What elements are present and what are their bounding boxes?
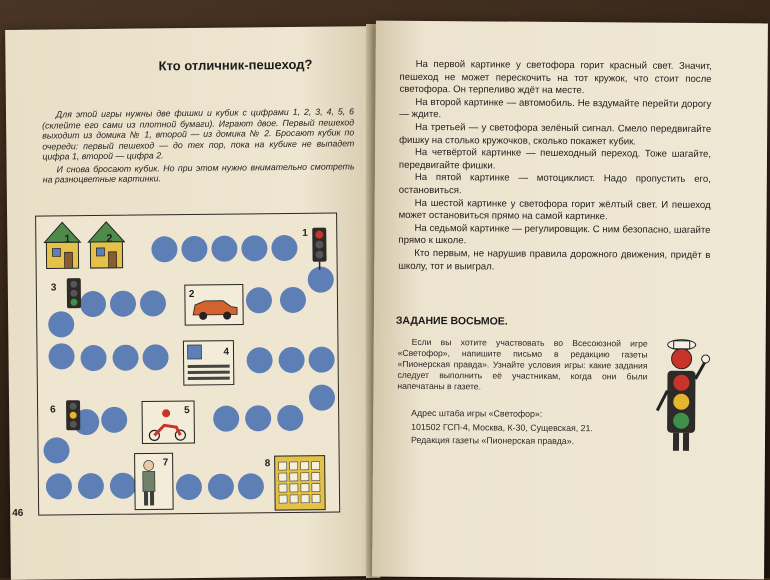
school-window: [301, 462, 309, 470]
page-number: 46: [12, 508, 23, 519]
intro-paragraph: Для этой игры нужны две фишки и кубик с цифрами 1, 2, 3, 4, 5, 6 (склейте его сами из плотной бумаги). Играют двое. Первый пешеход выходит из домика № 1, второй — из домика № 2. Бросают кубик по очереди: первый пешеход — до тех пор, пока на кубике не выпадет цифра 1, второй — цифра 2.: [42, 106, 355, 162]
board-number-8: 8: [265, 458, 271, 469]
board-number-4: 4: [223, 347, 229, 358]
school-window: [312, 462, 320, 470]
board-space: [112, 345, 138, 371]
board-space: [308, 267, 334, 293]
traffic-light-3-icon: [67, 278, 81, 308]
rule-paragraph: На второй картинке — автомобиль. Не вздумайте перейти дорогу — ждите.: [399, 97, 711, 124]
board-space: [241, 235, 267, 261]
school-window: [312, 484, 320, 492]
board-space: [48, 343, 74, 369]
board-space: [101, 407, 127, 433]
game-board-illustration: [36, 213, 339, 514]
game-title: Кто отличник-пешеход?: [115, 56, 355, 74]
board-number-1-house: 1: [64, 233, 70, 245]
board-space: [246, 347, 272, 373]
board-space: [245, 405, 271, 431]
school-window: [312, 473, 320, 481]
board-space: [213, 406, 239, 432]
traffic-light-officer-icon: [653, 331, 714, 461]
board-space: [48, 311, 74, 337]
board-space: [78, 473, 104, 499]
school-window: [301, 473, 309, 481]
address-line: 101502 ГСП-4, Москва, К-30, Сущевская, 21.: [411, 420, 651, 435]
school-window: [279, 462, 287, 470]
rule-paragraph: На седьмой картинке — регулировщик. С ним безопасно, шагайте прямо к школе.: [398, 223, 710, 250]
board-space: [208, 474, 234, 500]
address-line: Адрес штаба игры «Светофор»:: [411, 407, 651, 422]
rule-paragraph: На пятой картинке — мотоциклист. Надо пропустить его, остановиться.: [399, 172, 711, 199]
school-icon: [275, 456, 326, 511]
board-number-5: 5: [184, 405, 190, 416]
left-page: [5, 26, 379, 580]
board-space: [238, 473, 264, 499]
game-intro: [42, 106, 355, 187]
board-number-1: 1: [302, 228, 308, 239]
rule-paragraph: Кто первым, не нарушив правила дорожного движения, придёт в школу, тот и выиграл.: [398, 248, 710, 275]
rule-paragraph: На шестой картинке у светофора горит жёлтый свет. И пешеход может остановиться прямо на самой картинке.: [399, 197, 711, 224]
board-space: [43, 437, 69, 463]
board-number-6: 6: [50, 404, 56, 415]
board-space: [110, 473, 136, 499]
board-space: [151, 236, 177, 262]
school-window: [290, 484, 298, 492]
intro-paragraph: И снова бросают кубик. Но при этом нужно внимательно смотреть на разноцветные картинки.: [43, 161, 355, 185]
address-line: Редакция газеты «Пионерская правда».: [411, 434, 651, 449]
board-space: [246, 287, 272, 313]
task-paragraph: Если вы хотите участвовать во Всесоюзной игре «Светофор», напишите письмо в редакцию газеты «Пионерская правда». Узнайте условия игры: какие задания следует выполнить её участникам, когда они были напечатаны в газете.: [397, 337, 647, 394]
school-window: [301, 484, 309, 492]
board-space: [211, 236, 237, 262]
board-space: [110, 291, 136, 317]
school-window: [301, 495, 309, 503]
rules-text: [398, 59, 711, 275]
game-board: [35, 212, 340, 515]
board-number-2: 2: [189, 289, 195, 300]
board-space: [280, 287, 306, 313]
task-heading: ЗАДАНИЕ ВОСЬМОЕ.: [396, 315, 508, 328]
board-space: [46, 473, 72, 499]
traffic-light-6-icon: [66, 400, 80, 430]
address-block: [411, 407, 651, 449]
board-space: [181, 236, 207, 262]
school-window: [290, 495, 298, 503]
right-page: [372, 21, 768, 580]
house-1-icon: [44, 222, 80, 268]
board-space: [271, 235, 297, 261]
school-window: [279, 484, 287, 492]
board-space: [309, 385, 335, 411]
school-window: [290, 462, 298, 470]
board-number-3: 3: [51, 282, 57, 293]
board-number-2-house: 2: [106, 233, 112, 245]
board-space: [142, 344, 168, 370]
board-space: [80, 345, 106, 371]
school-window: [279, 473, 287, 481]
school-window: [312, 495, 320, 503]
board-space: [277, 405, 303, 431]
traffic-light-1-icon: [312, 228, 326, 270]
school-window: [279, 495, 287, 503]
rule-paragraph: На первой картинке у светофора горит красный свет. Значит, пешеход не может перескочить на тот кружок, что стоит после светофора. Он терпеливо ждёт на месте.: [399, 59, 711, 99]
rule-paragraph: На четвёртой картинке — пешеходный переход. Тоже шагайте, передвигайте фишки.: [399, 147, 711, 174]
board-space: [140, 290, 166, 316]
school-window: [290, 473, 298, 481]
board-space: [278, 347, 304, 373]
board-space: [80, 291, 106, 317]
board-space: [308, 347, 334, 373]
board-space: [176, 474, 202, 500]
rule-paragraph: На третьей — у светофора зелёный сигнал. Смело передвигайте фишку на столько кружочков, сколько покажет кубик.: [399, 122, 711, 149]
board-number-7: 7: [163, 457, 169, 468]
task-text: [397, 337, 647, 394]
